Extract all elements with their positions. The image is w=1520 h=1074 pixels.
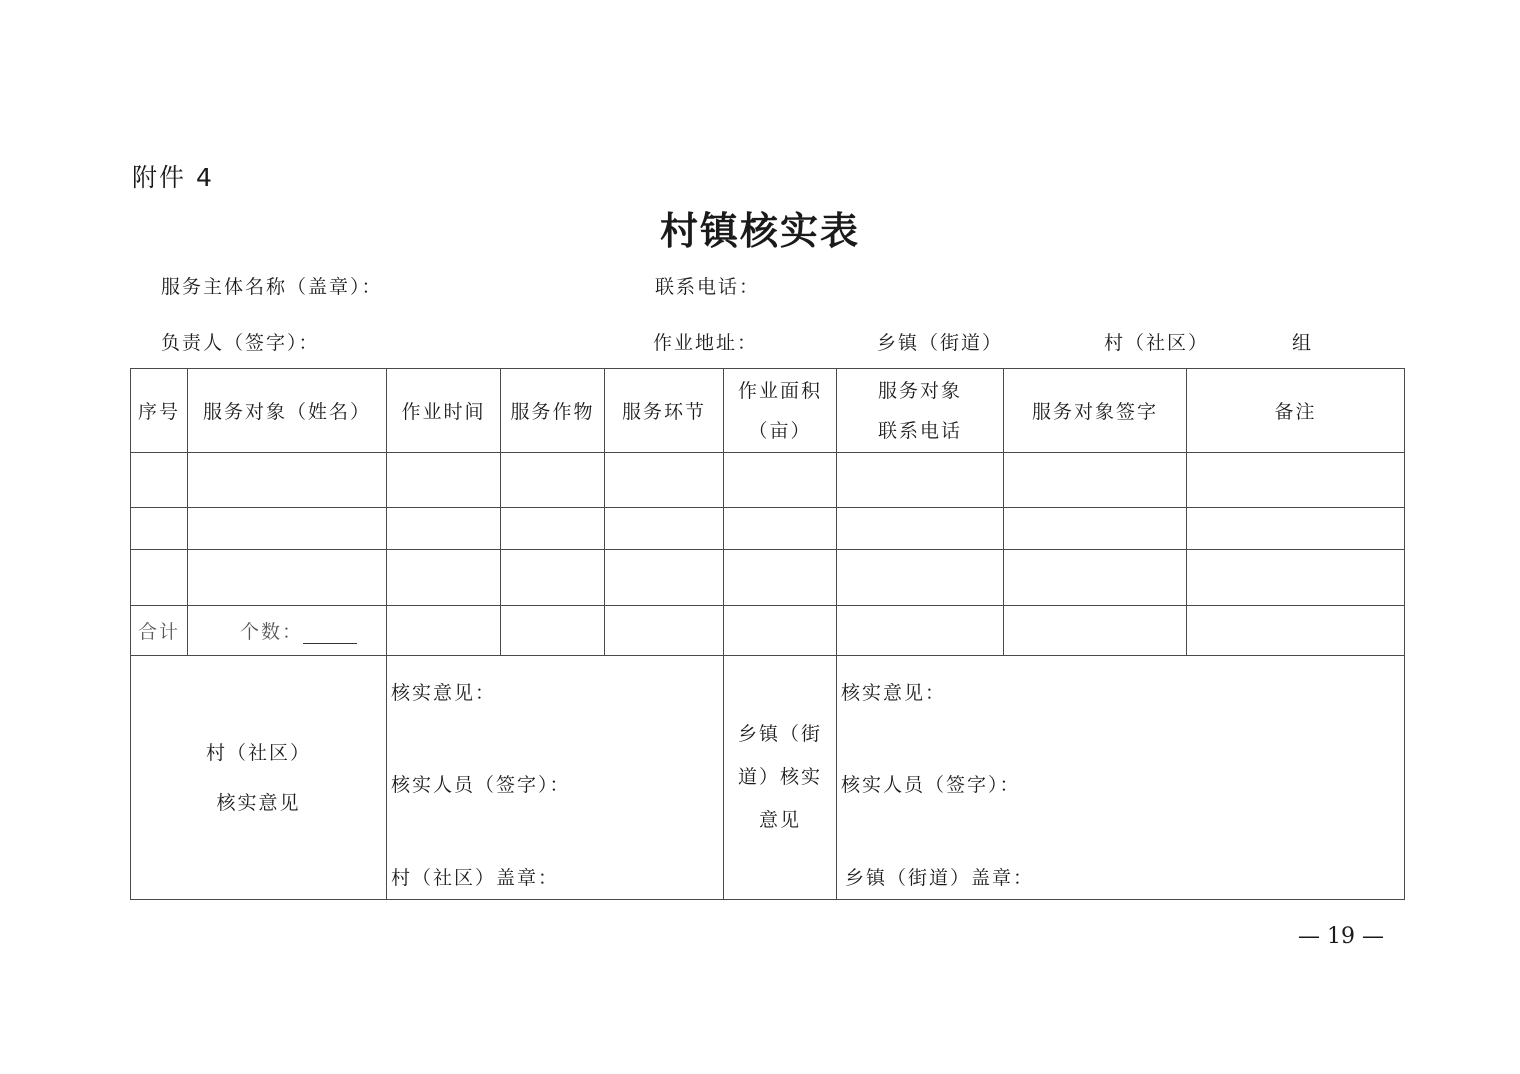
work-address-label: 作业地址： bbox=[653, 332, 759, 354]
col-crop: 服务作物 bbox=[501, 369, 605, 453]
col-work-time: 作业时间 bbox=[387, 369, 501, 453]
village-seal: 村（社区）盖章： bbox=[391, 867, 560, 889]
township-verifier-signature: 核实人员（签字）： bbox=[841, 774, 1021, 796]
village-opinion-line2: 核实意见 bbox=[216, 791, 301, 814]
col-signature: 服务对象签字 bbox=[1004, 369, 1187, 453]
col-area bbox=[724, 369, 837, 453]
contact-phone-label: 联系电话： bbox=[655, 276, 761, 298]
col-remark: 备注 bbox=[1187, 369, 1405, 453]
count-cell bbox=[188, 606, 387, 656]
total-label: 合计 bbox=[131, 606, 188, 656]
col-stage: 服务环节 bbox=[605, 369, 724, 453]
township-label: 乡镇（街道） bbox=[877, 332, 1004, 354]
village-verifier-signature: 核实人员（签字）： bbox=[391, 774, 571, 796]
col-area-line2: （亩） bbox=[748, 419, 812, 442]
col-service-target: 服务对象（姓名） bbox=[188, 369, 387, 453]
opinion-row bbox=[131, 656, 1405, 900]
table-row bbox=[131, 453, 1405, 508]
col-no: 序号 bbox=[131, 369, 188, 453]
group-label: 组 bbox=[1292, 332, 1314, 354]
responsible-person-label: 负责人（签字）： bbox=[161, 332, 320, 354]
table-header-row bbox=[131, 369, 1405, 453]
village-label: 村（社区） bbox=[1104, 332, 1210, 354]
service-entity-label: 服务主体名称（盖章）： bbox=[161, 276, 383, 298]
page-title: 村镇核实表 bbox=[659, 209, 860, 253]
village-opinion-text: 核实意见： bbox=[391, 682, 497, 704]
page-number: — 19 — bbox=[1298, 924, 1384, 949]
verification-table bbox=[130, 368, 1405, 900]
table-row bbox=[131, 508, 1405, 550]
col-area-line1: 作业面积 bbox=[737, 379, 822, 402]
township-opinion-line2: 道）核实 bbox=[737, 766, 822, 788]
village-opinion-label bbox=[131, 656, 387, 900]
count-label: 个数： bbox=[240, 621, 304, 643]
village-opinion-line1: 村（社区） bbox=[205, 741, 311, 764]
township-opinion-line3: 意见 bbox=[758, 809, 801, 831]
col-phone-line2: 联系电话 bbox=[877, 419, 962, 442]
village-opinion-cell bbox=[387, 656, 724, 900]
township-opinion-label bbox=[724, 656, 837, 900]
township-seal: 乡镇（街道）盖章： bbox=[845, 867, 1035, 889]
township-opinion-line1: 乡镇（街 bbox=[737, 723, 822, 745]
count-blank bbox=[303, 623, 357, 644]
attachment-label: 附件 4 bbox=[132, 163, 214, 192]
total-row bbox=[131, 606, 1405, 656]
township-opinion-cell bbox=[837, 656, 1405, 900]
table-row bbox=[131, 550, 1405, 606]
col-target-phone bbox=[837, 369, 1004, 453]
col-phone-line1: 服务对象 bbox=[877, 379, 962, 402]
township-opinion-text: 核实意见： bbox=[841, 682, 947, 704]
